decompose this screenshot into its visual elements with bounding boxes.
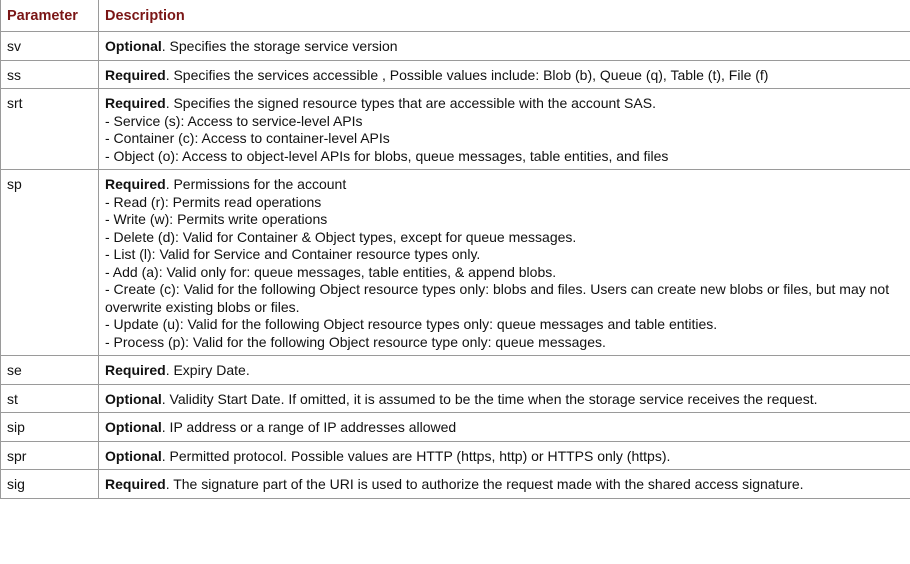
table-row [1, 384, 910, 413]
description-list-item: - Add (a): Valid only for: queue messages, table entities, & append blobs. [105, 263, 557, 280]
parameter-cell: sig [1, 470, 99, 499]
requirement-keyword: Optional [105, 38, 162, 54]
requirement-keyword: Optional [105, 390, 162, 407]
description-text: . Permissions for the account [165, 176, 347, 192]
description-text: . Specifies the services accessible , Possible values include: Blob (b), Queue (q), Table (t), File (f) [165, 66, 769, 83]
requirement-keyword: Optional [105, 447, 162, 464]
description-list-item: - Write (w): Permits write operations [105, 211, 328, 227]
description-text: . Expiry Date. [165, 362, 250, 378]
parameter-cell: ss [1, 60, 99, 89]
table-row [1, 470, 910, 499]
description-cell [99, 356, 910, 385]
description-text: . Permitted protocol. Possible values are HTTP (https, http) or HTTPS only (https). [161, 447, 671, 464]
description-cell [99, 32, 910, 61]
description-cell [99, 470, 910, 499]
description-list-item: - Read (r): Permits read operations [105, 193, 322, 210]
column-header-parameter: Parameter [1, 0, 99, 32]
description-summary [105, 38, 905, 56]
requirement-keyword: Required [105, 176, 166, 192]
description-summary [105, 95, 905, 113]
description-summary [105, 419, 905, 437]
description-summary [105, 67, 905, 85]
description-list-item: - Object (o): Access to object-level APIs for blobs, queue messages, table entities, and files [105, 147, 669, 164]
description-cell [99, 384, 910, 413]
requirement-keyword: Required [105, 95, 166, 111]
column-header-description: Description [99, 0, 910, 32]
parameter-cell: sv [1, 32, 99, 61]
parameter-cell: st [1, 384, 99, 413]
description-summary [105, 362, 905, 380]
description-list-item: - Process (p): Valid for the following Object resource type only: queue messages. [105, 333, 606, 350]
parameter-cell: sip [1, 413, 99, 442]
description-list-item: - Update (u): Valid for the following Object resource types only: queue messages and table entities. [105, 316, 718, 332]
description-cell [99, 413, 910, 442]
table-row [1, 32, 910, 61]
description-summary [105, 176, 905, 194]
requirement-keyword: Required [105, 66, 166, 83]
description-text: . IP address or a range of IP addresses allowed [161, 419, 457, 435]
parameter-cell: spr [1, 441, 99, 470]
parameter-cell: se [1, 356, 99, 385]
description-text: . Specifies the signed resource types that are accessible with the account SAS. [165, 95, 656, 111]
table-header-row [1, 0, 910, 32]
description-cell [99, 60, 910, 89]
parameter-cell: srt [1, 89, 99, 170]
requirement-keyword: Required [105, 476, 166, 492]
description-text: . The signature part of the URI is used to authorize the request made with the shared access signature. [165, 476, 804, 492]
table-row [1, 356, 910, 385]
description-summary [105, 448, 905, 466]
description-list-item: - List (l): Valid for Service and Container resource types only. [105, 246, 481, 262]
description-summary [105, 391, 905, 409]
description-cell [99, 170, 910, 356]
requirement-keyword: Optional [105, 419, 162, 435]
description-summary [105, 476, 905, 494]
description-list-item: - Container (c): Access to container-level APIs [105, 130, 390, 146]
requirement-keyword: Required [105, 362, 166, 378]
table-row [1, 441, 910, 470]
parameter-cell: sp [1, 170, 99, 356]
description-list-item: - Service (s): Access to service-level APIs [105, 112, 363, 129]
table-row [1, 170, 910, 356]
table-body [1, 32, 910, 499]
description-list-item: - Delete (d): Valid for Container & Object types, except for queue messages. [105, 228, 577, 245]
description-text: . Specifies the storage service version [161, 38, 398, 54]
description-list-item: - Create (c): Valid for the following Object resource types only: blobs and files. Users can create new blobs or files, but may not overwrite existing blobs or files. [105, 281, 890, 315]
description-cell [99, 89, 910, 170]
description-text: . Validity Start Date. If omitted, it is assumed to be the time when the storage service receives the request. [161, 390, 818, 407]
description-cell [99, 441, 910, 470]
table-row [1, 60, 910, 89]
table-row [1, 413, 910, 442]
table-row [1, 89, 910, 170]
